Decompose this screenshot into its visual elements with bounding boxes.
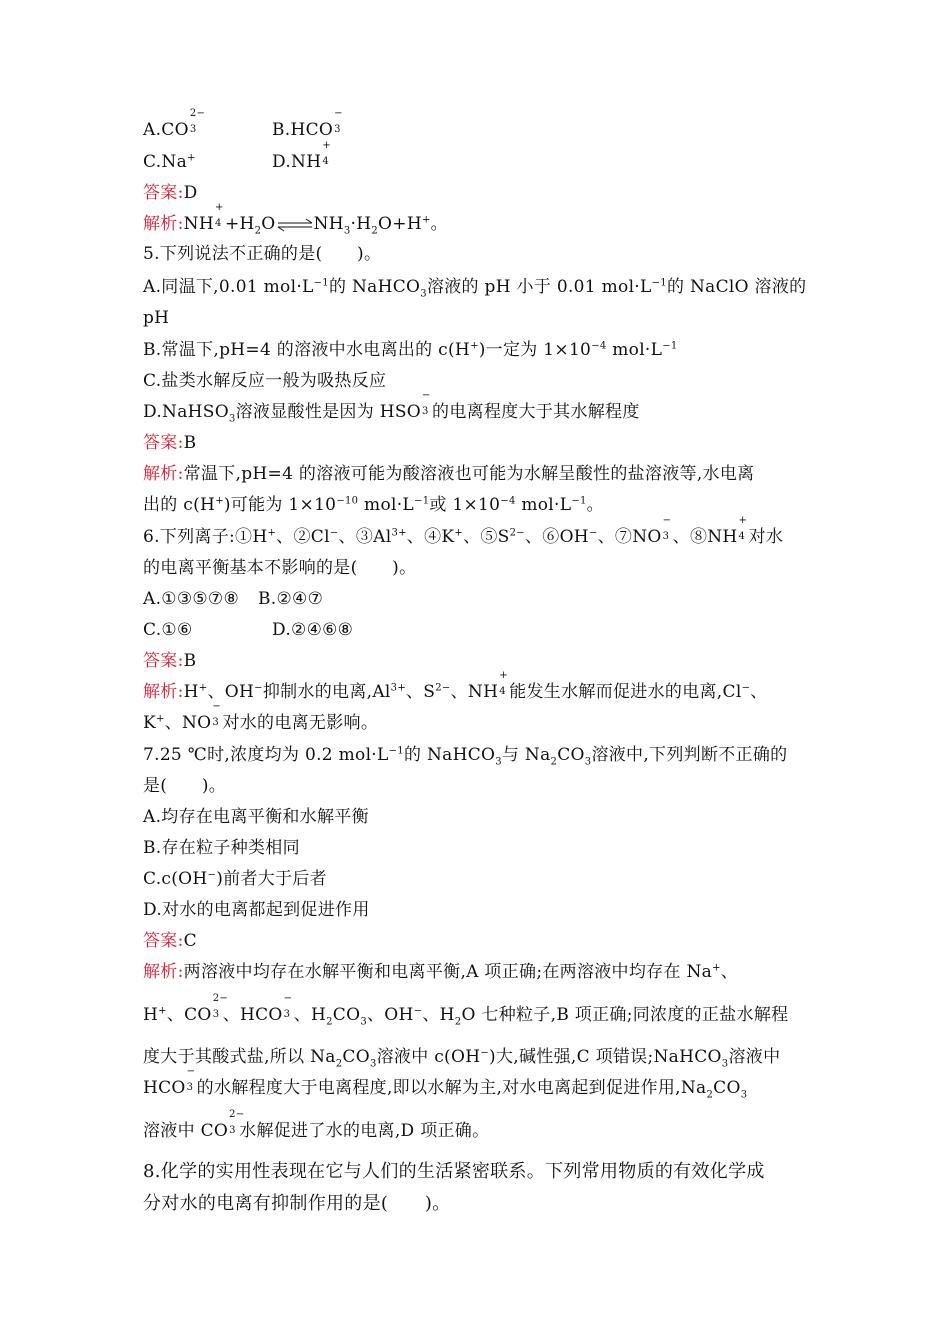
- q5-option-d: D.NaHSO$_3$溶液显酸性是因为 HSO − 3 的电离程度大于其水解程度: [143, 390, 640, 425]
- q7-option-b: B.存在粒子种类相同: [143, 838, 300, 858]
- q7-analysis: 解析:两溶液中均存在水解平衡和电离平衡,A 项正确;在两溶液中均存在 Na+、: [143, 962, 739, 982]
- q7-analysis-line-2: H+、CO 2− 3 、HCO − 3 、$H_2CO_3$、OH−、$H_2O$ 七种粒子,B 项正确;同浓度的正盐水解程: [143, 993, 789, 1028]
- q6-answer: [143, 649, 196, 673]
- q6-analysis: 解析:H+、OH−抑制水的电离$,Al^{3+}$、$S^{2-}$、NH + 4 能发生水解而促进水的电离,Cl−、: [143, 670, 768, 702]
- q5-option-a-cont: pH: [143, 308, 170, 328]
- answer-label: 答案:: [143, 183, 184, 203]
- q7-option-d: D.对水的电离都起到促进作用: [143, 900, 370, 920]
- equilibrium-arrow-icon: [276, 218, 314, 232]
- q6-option-row-1: [143, 587, 324, 611]
- answer-value: B: [183, 433, 197, 453]
- answer-label: 答案:: [143, 931, 184, 951]
- analysis-label: 解析:: [143, 214, 184, 234]
- q4-option-a: A.CO 2− 3: [143, 108, 206, 140]
- q6-option-d: D.②④⑥⑧: [272, 620, 354, 640]
- analysis-label: 解析:: [143, 962, 184, 982]
- answer-value: D: [183, 183, 198, 203]
- q6-option-a: A.①③⑤⑦⑧: [143, 589, 239, 609]
- q7-analysis-line-4: HCO − 3 的水解程度大于电离程度,即以水解为主,对水电离起到促进作用$,Na_2CO_3$: [143, 1066, 748, 1101]
- q8-stem: 8.化学的实用性表现在它与人们的生活紧密联系。下列常用物质的有效化学成: [143, 1161, 765, 1182]
- q4-option-c: C.Na+: [143, 152, 196, 172]
- q5-option-a: A.同温下,0.01 $mol\cdot L^{-1}$的 NaHCO$_3$溶液的 pH 小于 0.01 $mol\cdot L^{-1}$的 NaClO 溶液的: [143, 277, 807, 300]
- q7-analysis-line-3: 度大于其酸式盐,所以 $Na_2CO_3$溶液中 c(OH−)大,碱性强,C 项错误;NaHCO$_3$溶液中: [143, 1047, 781, 1070]
- q4-option-d: D.NH + 4: [272, 140, 332, 172]
- q5-analysis: 解析:常温下,pH=4 的溶液可能为酸溶液也可能为水解呈酸性的盐溶液等,水电离: [143, 464, 755, 484]
- q4-answer: [143, 181, 198, 205]
- q4-option-b: B.HCO − 3: [272, 108, 343, 140]
- q4-option-row-2: [143, 140, 332, 174]
- q6-option-b: B.②④⑦: [258, 589, 324, 609]
- q5-option-b: B.常温下,pH=4 的溶液中水电离出的 c(H+)一定为 $1\times 10^{-4}$ $mol\cdot L^{-1}$: [143, 340, 678, 360]
- q7-option-a: A.均存在电离平衡和水解平衡: [143, 807, 369, 827]
- q5-analysis-cont: 出的 c(H+)可能为 $1\times 10^{-10}$ $mol\cdot L^{-1}$或 $1\times 10^{-4}$ $mol\cdot L^{-1}$。: [143, 495, 604, 515]
- q4-analysis: 解析:NH + 4 $+H_2O$ $NH_3\cdot H_2O+H^+$。: [143, 202, 448, 237]
- q8-stem-cont: 分对水的电离有抑制作用的是( )。: [143, 1193, 451, 1214]
- q6-option-c: C.①⑥: [143, 620, 193, 640]
- answer-label: 答案:: [143, 433, 184, 453]
- q5-stem: 5.下列说法不正确的是( )。: [143, 244, 382, 264]
- q7-stem-cont: 是( )。: [143, 776, 227, 796]
- answer-value: C: [183, 931, 197, 951]
- analysis-label: 解析:: [143, 682, 184, 702]
- q6-analysis-cont: K+、NO − 3 对水的电离无影响。: [143, 701, 379, 733]
- q6-option-row-2: [143, 618, 354, 642]
- answer-value: B: [183, 651, 197, 671]
- q5-answer: [143, 431, 196, 455]
- q6-stem-cont: 的电离平衡基本不影响的是( )。: [143, 558, 417, 578]
- q4-option-row-1: [143, 108, 343, 142]
- q7-option-c: C.c(OH−)前者大于后者: [143, 869, 327, 889]
- q6-stem: 6.下列离子:①H+、②Cl−、$③Al^{3+}$、④K+、$⑤S^{2-}$、⑥OH−、⑦NO − 3 、⑧NH + 4 对水: [143, 515, 784, 547]
- q7-stem: 7.25 ℃时,浓度均为 0.2 $mol\cdot L^{-1}$的 NaHCO$_3$与 $Na_2CO_3$溶液中,下列判断不正确的: [143, 745, 788, 768]
- analysis-label: 解析:: [143, 464, 184, 484]
- q7-answer: [143, 929, 197, 953]
- q7-analysis-line-5: 溶液中 CO 2− 3 水解促进了水的电离,D 项正确。: [143, 1109, 490, 1141]
- answer-label: 答案:: [143, 651, 184, 671]
- q5-option-c: C.盐类水解反应一般为吸热反应: [143, 371, 387, 391]
